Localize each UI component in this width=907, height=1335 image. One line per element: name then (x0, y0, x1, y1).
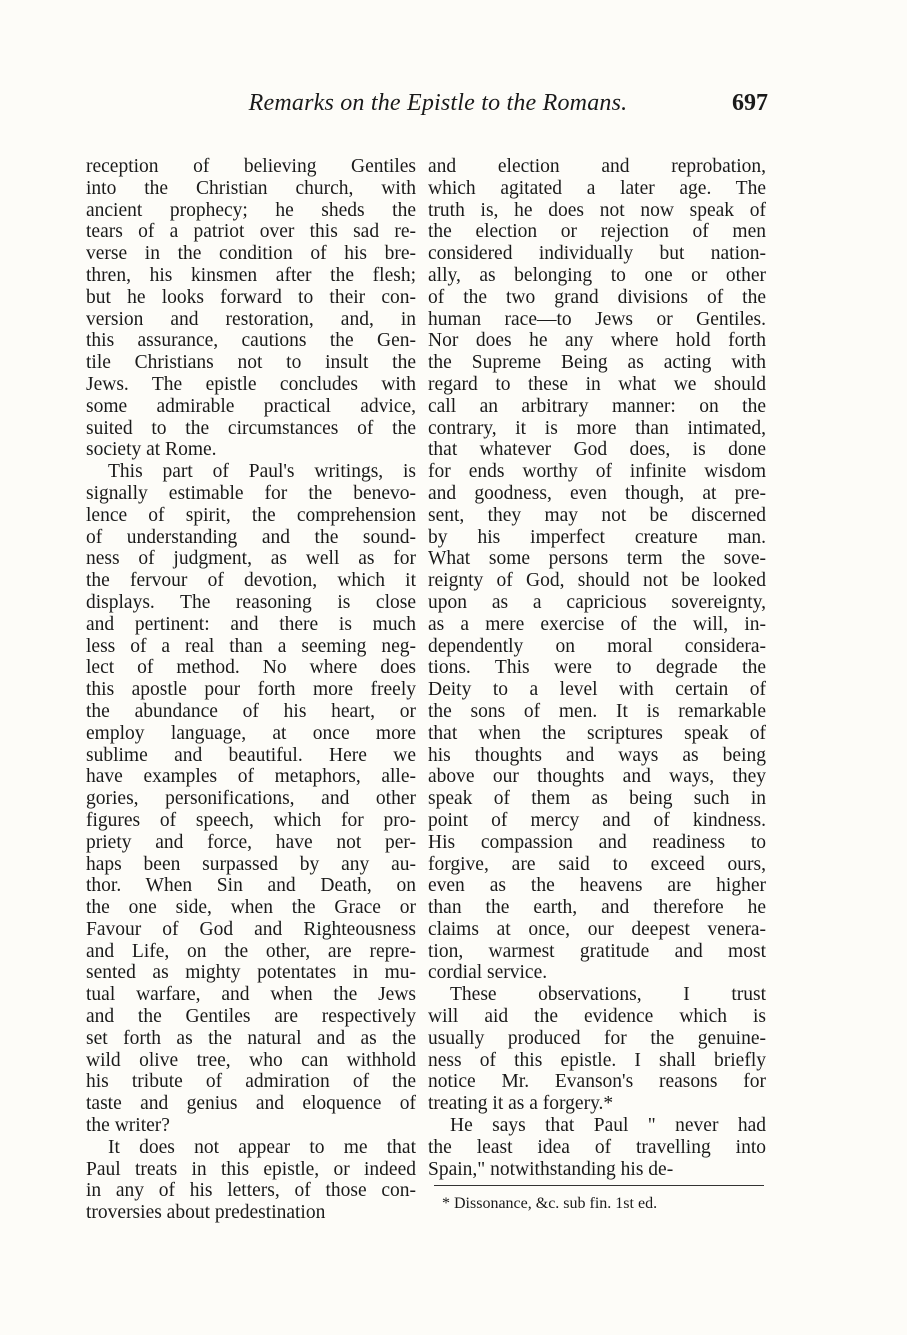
text-line: troversies about predestination (86, 1202, 326, 1224)
text-line: suited to the circumstances of the (86, 417, 416, 439)
text-line: tual warfare, and when the Jews (86, 984, 416, 1006)
right-column-text (428, 156, 766, 1180)
text-line: Paul treats in this epistle, or indeed (86, 1158, 416, 1180)
text-line: some admirable practical advice, (86, 395, 416, 417)
text-line: and pertinent: and there is much (86, 613, 416, 635)
text-line: less of a real than a seeming neg- (86, 635, 416, 657)
right-column (428, 156, 766, 1214)
text-line: his thoughts and ways as being (428, 744, 766, 766)
text-line: wild olive tree, who can withhold (86, 1049, 416, 1071)
text-line: verse in the condition of his bre- (86, 243, 416, 265)
text-line: sublime and beautiful. Here we (86, 744, 416, 766)
text-line: signally estimable for the benevo- (86, 482, 416, 504)
text-line: call an arbitrary manner: on the (428, 395, 766, 417)
text-line: sent, they may not be discerned (428, 504, 766, 526)
text-line: displays. The reasoning is close (86, 591, 416, 613)
text-line: his tribute of admiration of the (86, 1071, 416, 1093)
text-line: the fervour of devotion, which it (86, 570, 416, 592)
text-line: above our thoughts and ways, they (428, 766, 766, 788)
text-line: tions. This were to degrade the (428, 657, 766, 679)
text-line: usually produced for the genuine- (428, 1027, 766, 1049)
text-line: What some persons term the sove- (428, 548, 766, 570)
running-title: Remarks on the Epistle to the Romans. (248, 90, 628, 116)
text-line: the least idea of travelling into (428, 1136, 766, 1158)
text-line: than the earth, and therefore he (428, 897, 766, 919)
text-line: and election and reprobation, (428, 156, 766, 177)
text-line: tion, warmest gratitude and most (428, 940, 766, 962)
text-line: figures of speech, which for pro- (86, 809, 416, 831)
text-line: into the Christian church, with (86, 177, 416, 199)
text-line: and Life, on the other, are repre- (86, 940, 416, 962)
text-line: Deity to a level with certain of (428, 679, 766, 701)
text-line: These observations, I trust (450, 984, 766, 1006)
text-line: that whatever God does, is done (428, 439, 766, 461)
text-line: by his imperfect creature man. (428, 526, 766, 548)
text-line: society at Rome. (86, 439, 217, 461)
running-head (88, 90, 768, 126)
text-line: point of mercy and of kindness. (428, 809, 766, 831)
text-line: treating it as a forgery.* (428, 1093, 614, 1115)
text-line: tears of a patriot over this sad re- (86, 221, 416, 243)
text-line: ness of this epistle. I shall briefly (428, 1049, 766, 1071)
text-line: this apostle pour forth more freely (86, 679, 416, 701)
text-line: Spain," notwithstanding his de- (428, 1158, 674, 1180)
text-line: and the Gentiles are respectively (86, 1006, 416, 1028)
text-line: reception of believing Gentiles (86, 156, 416, 177)
text-line: sented as mighty potentates in mu- (86, 962, 416, 984)
text-line: have examples of metaphors, alle- (86, 766, 416, 788)
text-line: as a mere exercise of the will, in- (428, 613, 766, 635)
text-line: priety and force, have not per- (86, 831, 416, 853)
text-line: the abundance of his heart, or (86, 700, 416, 722)
text-line: taste and genius and eloquence of (86, 1093, 416, 1115)
text-line: forgive, are said to exceed ours, (428, 853, 766, 875)
text-line: regard to these in what we should (428, 373, 766, 395)
text-line: Favour of God and Righteousness (86, 918, 416, 940)
text-line: contrary, it is more than intimated, (428, 417, 766, 439)
text-line: thren, his kinsmen after the flesh; (86, 264, 416, 286)
text-line: for ends worthy of infinite wisdom (428, 461, 766, 483)
footnote: * Dissonance, &c. sub fin. 1st ed. (442, 1195, 658, 1213)
text-line: even as the heavens are higher (428, 875, 766, 897)
text-line: but he looks forward to their con- (86, 286, 416, 308)
text-line: haps been surpassed by any au- (86, 853, 416, 875)
text-line: this assurance, cautions the Gen- (86, 330, 416, 352)
text-line: truth is, he does not now speak of (428, 199, 766, 221)
text-line: in any of his letters, of those con- (86, 1180, 416, 1202)
text-line: employ language, at once more (86, 722, 416, 744)
text-line: Jews. The epistle concludes with (86, 373, 416, 395)
text-line: the Supreme Being as acting with (428, 352, 766, 374)
text-line: speak of them as being such in (428, 788, 766, 810)
text-line: lect of method. No where does (86, 657, 416, 679)
text-line: which agitated a later age. The (428, 177, 766, 199)
text-line: the one side, when the Grace or (86, 897, 416, 919)
text-line: that when the scriptures speak of (428, 722, 766, 744)
text-line: and goodness, even though, at pre- (428, 482, 766, 504)
text-line: gories, personifications, and other (86, 788, 416, 810)
text-line: the election or rejection of men (428, 221, 766, 243)
text-line: of understanding and the sound- (86, 526, 416, 548)
footnote-rule (434, 1185, 764, 1186)
text-line: lence of spirit, the comprehension (86, 504, 416, 526)
text-line: reignty of God, should not be looked (428, 570, 766, 592)
left-column (86, 156, 416, 1224)
text-line: thor. When Sin and Death, on (86, 875, 416, 897)
page-number: 697 (732, 90, 768, 116)
text-line: ally, as belonging to one or other (428, 264, 766, 286)
text-line: tile Christians not to insult the (86, 352, 416, 374)
text-line: dependently on moral considera- (428, 635, 766, 657)
text-line: the sons of men. It is remarkable (428, 700, 766, 722)
text-line: human race—to Jews or Gentiles. (428, 308, 766, 330)
text-line: This part of Paul's writings, is (108, 461, 416, 483)
text-line: version and restoration, and, in (86, 308, 416, 330)
text-line: upon as a capricious sovereignty, (428, 591, 766, 613)
text-line: It does not appear to me that (108, 1136, 416, 1158)
text-line: ness of judgment, as well as for (86, 548, 416, 570)
text-line: He says that Paul " never had (450, 1115, 766, 1137)
text-line: will aid the evidence which is (428, 1006, 766, 1028)
text-line: considered individually but nation- (428, 243, 766, 265)
text-line: of the two grand divisions of the (428, 286, 766, 308)
text-line: set forth as the natural and as the (86, 1027, 416, 1049)
text-line: the writer? (86, 1115, 170, 1137)
text-line: Nor does he any where hold forth (428, 330, 766, 352)
text-line: notice Mr. Evanson's reasons for (428, 1071, 766, 1093)
text-line: ancient prophecy; he sheds the (86, 199, 416, 221)
text-line: His compassion and readiness to (428, 831, 766, 853)
text-line: claims at once, our deepest venera- (428, 918, 766, 940)
text-line: cordial service. (428, 962, 548, 984)
